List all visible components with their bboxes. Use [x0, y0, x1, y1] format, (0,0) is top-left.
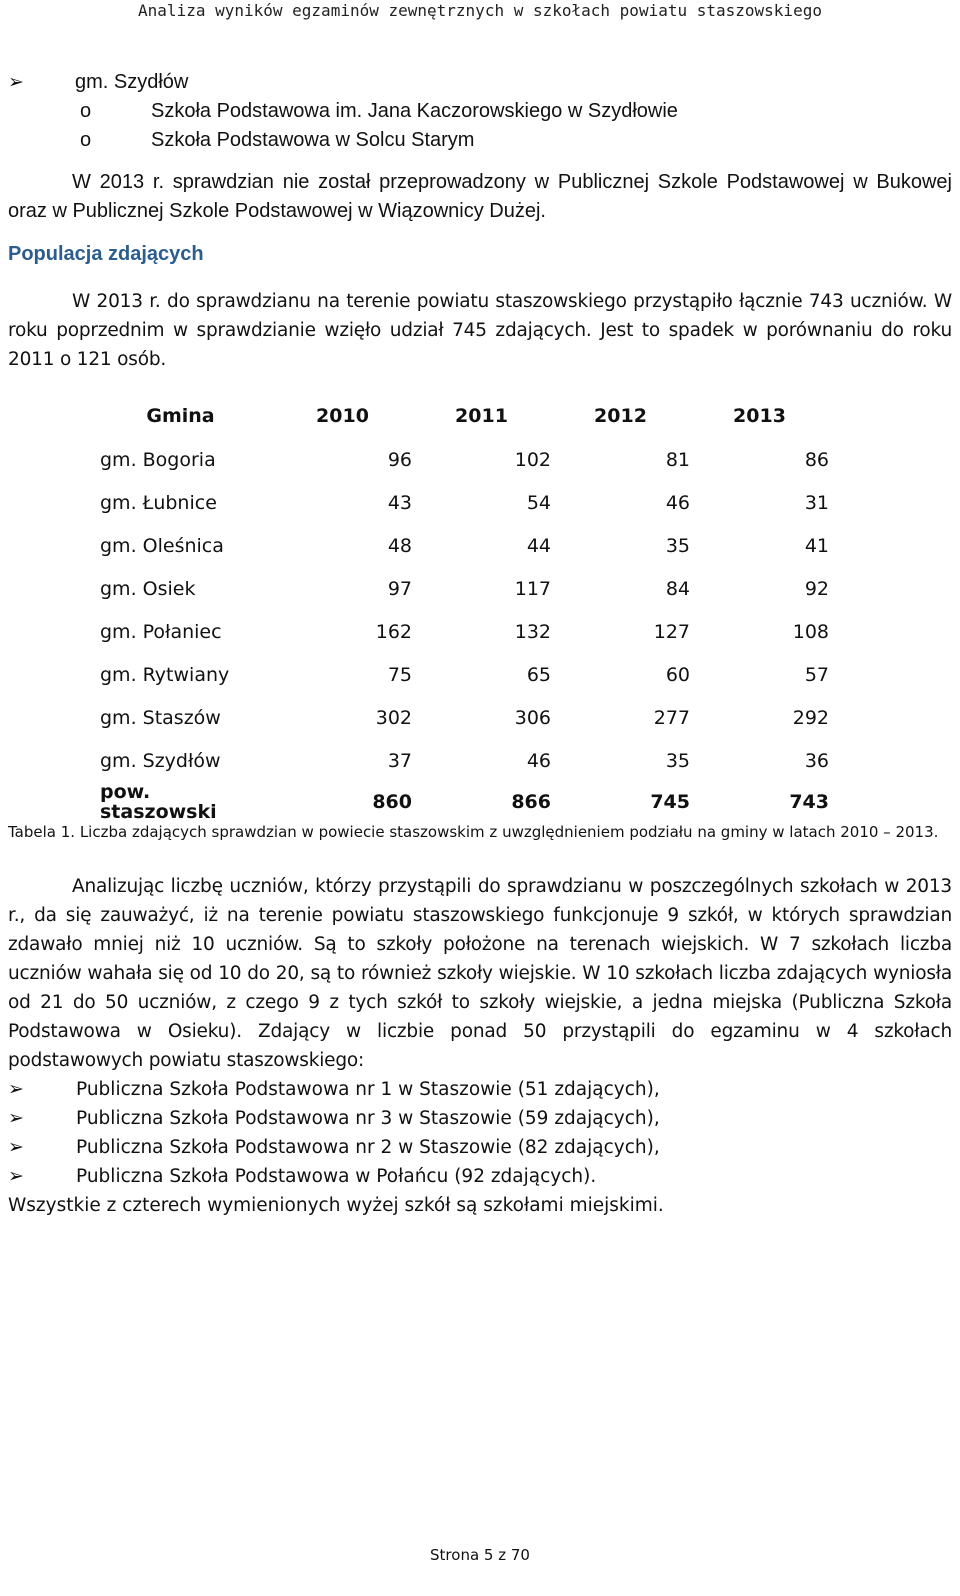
value-cell: 86: [804, 448, 829, 471]
value-cell: 54: [526, 491, 551, 514]
paragraph-analysis: Analizując liczbę uczniów, którzy przystąpili do sprawdzianu w poszczególnych szkołach w 2013 r., da się zauważyć, iż na terenie powiatu staszowskiego funkcjonuje 9 szkół, w których sprawdzian zdawało mniej niż 10 uczniów. Są to szkoły położone na terenach wiejskich. W 7 szkołach liczba uczniów wahała się od 10 do 20, są to również szkoły wiejskie. W 10 szkołach liczba zdających wyniosła od 21 do 50 uczniów, z czego 9 z tych szkół to szkoły wiejskie, a jedna miejska (Publiczna Szkoła Podstawowa w Osieku). Zdający w liczbie ponad 50 przystąpili do egzaminu w 4 szkołach podstawowych powiatu staszowskiego:: [8, 876, 952, 1071]
school-name: Szkoła Podstawowa w Solcu Starym: [151, 129, 475, 151]
table-row: [88, 653, 829, 696]
gmina-cell: gm. Połaniec: [100, 620, 222, 643]
column-header: 2013: [733, 405, 786, 427]
column-header: 2012: [594, 405, 647, 427]
value-cell: 75: [387, 663, 412, 686]
value-cell: 35: [665, 749, 690, 772]
value-cell: 43: [387, 491, 412, 514]
total-value-cell: 743: [789, 791, 829, 813]
table-caption: Tabela 1. Liczba zdających sprawdzian w powiecie staszowskim z uwzględnieniem podziału na gminy w latach 2010 – 2013.: [8, 823, 939, 841]
arrow-bullet-icon: ➢: [8, 1136, 24, 1158]
page-number: Strona 5 z 70: [430, 1546, 530, 1564]
paragraph-not-conducted: W 2013 r. sprawdzian nie został przeprowadzony w Publicznej Szkole Podstawowej w Bukowej oraz w Publicznej Szkole Podstawowej w Wiązownicy Dużej.: [8, 171, 952, 222]
value-cell: 46: [526, 749, 551, 772]
value-cell: 46: [665, 491, 690, 514]
value-cell: 48: [387, 534, 412, 557]
value-cell: 162: [375, 620, 412, 643]
arrow-bullet-icon: ➢: [8, 1078, 24, 1100]
value-cell: 108: [792, 620, 829, 643]
total-value-cell: 860: [372, 791, 412, 813]
list-item: [8, 126, 952, 155]
value-cell: 102: [514, 448, 551, 471]
value-cell: 44: [526, 534, 551, 557]
table-header-row: [88, 394, 829, 438]
total-value-cell: 866: [511, 791, 551, 813]
gmina-cell: gm. Rytwiany: [100, 663, 230, 686]
list-item: ➢ Publiczna Szkoła Podstawowa nr 2 w Staszowie (82 zdających),: [8, 1133, 952, 1162]
total-label-cell: [88, 782, 273, 822]
value-cell: 306: [514, 706, 551, 729]
value-cell: 41: [804, 534, 829, 557]
document-body: [8, 68, 952, 1220]
list-item: [8, 68, 952, 97]
gmina-name: gm. Szydłów: [75, 71, 189, 93]
value-cell: 81: [665, 448, 690, 471]
value-cell: 132: [514, 620, 551, 643]
value-cell: 36: [804, 749, 829, 772]
list-item: ➢ Publiczna Szkoła Podstawowa nr 1 w Staszowie (51 zdających),: [8, 1075, 952, 1104]
arrow-bullet-icon: ➢: [8, 1107, 24, 1129]
table-row: [88, 567, 829, 610]
gmina-cell: gm. Szydłów: [100, 749, 221, 772]
value-cell: 92: [804, 577, 829, 600]
big-schools-list: [8, 1075, 952, 1191]
arrow-bullet-icon: ➢: [8, 1165, 24, 1187]
paragraph-population: W 2013 r. do sprawdzianu na terenie powiatu staszowskiego przystąpiło łącznie 743 uczniów. W roku poprzednim w sprawdzianie wzięło udział 745 zdających. Jest to spadek w porównaniu do roku 2011 o 121 osób.: [8, 291, 952, 370]
arrow-bullet-icon: ➢: [8, 72, 24, 93]
total-label-line2: staszowski: [100, 801, 217, 823]
circle-bullet-icon: o: [80, 100, 92, 122]
page-header: Analiza wyników egzaminów zewnętrznych w szkołach powiatu staszowskiego: [138, 1, 822, 20]
value-cell: 57: [804, 663, 829, 686]
table-row: [88, 438, 829, 481]
gmina-cell: gm. Bogoria: [100, 448, 216, 471]
gmina-cell: gm. Oleśnica: [100, 534, 224, 557]
school-name: Szkoła Podstawowa im. Jana Kaczorowskiego w Szydłowie: [151, 100, 678, 122]
value-cell: 127: [653, 620, 690, 643]
section-heading: Populacja zdających: [8, 243, 204, 265]
value-cell: 96: [387, 448, 412, 471]
column-header: 2011: [455, 405, 508, 427]
value-cell: 31: [804, 491, 829, 514]
table-total-row: [88, 782, 829, 822]
participants-table: [88, 394, 829, 822]
table-row: [88, 696, 829, 739]
final-sentence: Wszystkie z czterech wymienionych wyżej szkół są szkołami miejskimi.: [8, 1195, 664, 1216]
table-row: [88, 481, 829, 524]
gmina-list: [8, 68, 952, 155]
circle-bullet-icon: o: [80, 129, 92, 151]
value-cell: 37: [387, 749, 412, 772]
column-header: Gmina: [146, 405, 215, 427]
value-cell: 65: [526, 663, 551, 686]
table-body: [88, 438, 829, 822]
list-item: ➢ Publiczna Szkoła Podstawowa w Połańcu (92 zdających).: [8, 1162, 952, 1191]
table-row: [88, 524, 829, 567]
gmina-cell: gm. Staszów: [100, 706, 221, 729]
table-row: [88, 739, 829, 782]
total-label-line1: pow.: [100, 781, 151, 803]
value-cell: 97: [387, 577, 412, 600]
list-item: ➢ Publiczna Szkoła Podstawowa nr 3 w Staszowie (59 zdających),: [8, 1104, 952, 1133]
table-row: [88, 610, 829, 653]
gmina-cell: gm. Osiek: [100, 577, 196, 600]
value-cell: 302: [375, 706, 412, 729]
value-cell: 292: [792, 706, 829, 729]
value-cell: 117: [514, 577, 551, 600]
value-cell: 84: [665, 577, 690, 600]
list-item: [8, 97, 952, 126]
value-cell: 60: [665, 663, 690, 686]
column-header: 2010: [316, 405, 369, 427]
gmina-cell: gm. Łubnice: [100, 491, 217, 514]
value-cell: 277: [653, 706, 690, 729]
total-value-cell: 745: [650, 791, 690, 813]
value-cell: 35: [665, 534, 690, 557]
